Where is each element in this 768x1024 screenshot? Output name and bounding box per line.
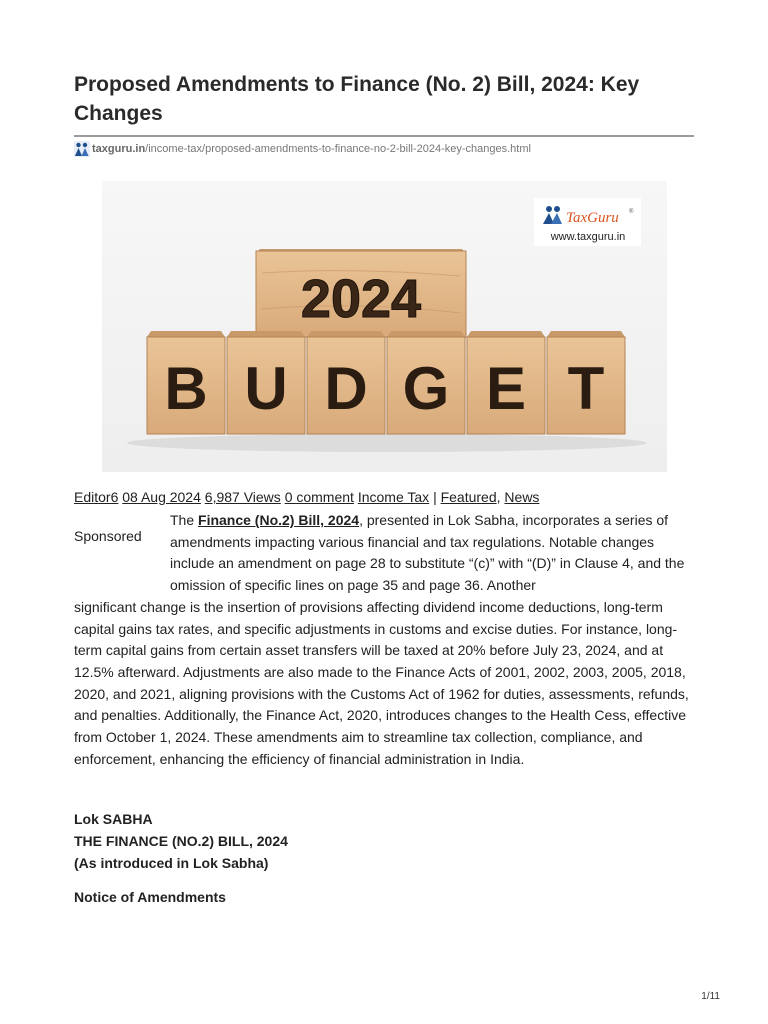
letter-block-top: [387, 331, 465, 337]
bill-heading-note: (As introduced in Lok Sabha): [74, 855, 269, 871]
letter-block-top: [147, 331, 225, 337]
bill-heading-title: THE FINANCE (NO.2) BILL, 2024: [74, 833, 288, 849]
article-title: Proposed Amendments to Finance (No. 2) Bill, 2024: Key Changes: [74, 73, 640, 125]
letter-block-top: [467, 331, 545, 337]
page-number: 1/11: [701, 991, 720, 1002]
intro-lead: The: [170, 512, 199, 528]
letter-block-glyph: D: [324, 355, 368, 422]
letter-block-glyph: E: [485, 355, 527, 422]
letter-block-glyph: T: [567, 355, 605, 422]
bill-heading: [74, 808, 288, 874]
meta-separator: |: [433, 489, 437, 505]
logo-registered-mark: ®: [629, 209, 634, 215]
letter-block-top: [547, 331, 625, 337]
finance-bill-link[interactable]: Finance (No.2) Bill, 2024: [198, 512, 360, 528]
title-divider: [74, 135, 694, 137]
sponsored-label: Sponsored: [74, 528, 142, 544]
letter-block-glyph: U: [244, 355, 288, 422]
taxguru-favicon-icon: [74, 141, 90, 157]
category-link-income-tax[interactable]: Income Tax: [357, 489, 430, 505]
source-url[interactable]: [74, 141, 531, 157]
source-path: /income-tax/proposed-amendments-to-finance-no-2-bill-2024-key-changes.html: [145, 143, 531, 155]
article-body: [74, 510, 694, 770]
bill-heading-house: Lok SABHA: [74, 811, 153, 827]
letter-block-top: [227, 331, 305, 337]
taxguru-logo: [534, 198, 641, 246]
notice-heading: Notice of Amendments: [74, 889, 226, 905]
letter-block-glyph: G: [402, 355, 450, 422]
category-link-featured[interactable]: Featured: [440, 489, 497, 505]
logo-wordmark: TaxGuru: [566, 210, 619, 226]
comments-link[interactable]: 0 comment: [284, 489, 354, 505]
views-link[interactable]: 6,987 Views: [204, 489, 281, 505]
budget-2024-hero-image: [102, 181, 667, 472]
letter-block-top: [307, 331, 385, 337]
article-meta: [74, 489, 539, 505]
intro-text: , presented in Lok Sabha, incorporates a series of amendments impacting various financial and tax regulations. Notable changes include an amendment on page 28 to substitute “(c)” with “(D)” in Clause 4, and the omission of specific lines on page 35 and page 36. Another: [170, 512, 685, 594]
year-block: [256, 249, 466, 337]
category-link-news[interactable]: News: [504, 489, 540, 505]
logo-url: www.taxguru.in: [550, 231, 626, 243]
source-domain: taxguru.in: [92, 143, 146, 155]
body-paragraph: significant change is the insertion of provisions affecting dividend income deductions, long-term capital gains tax rates, and specific adjustments in customs and excise duties. For instance, long-term capital gains from certain asset transfers will be taxed at 20% before July 23, 2024, and at 12.5% afterward. Adjustments are also made to the Finance Acts of 2001, 2002, 2003, 2005, 2018, 2020, and 2021, aligning provisions with the Customs Act of 1962 for duties, assessments, refunds, and penalties. Additionally, the Finance Act, 2020, introduces changes to the Health Cess, effective from October 1, 2024. These amendments aim to streamline tax collection, compliance, and enforcement, enhancing the efficiency of financial administration in India.: [74, 598, 689, 767]
date-link[interactable]: 08 Aug 2024: [122, 489, 201, 505]
meta-comma: ,: [496, 489, 501, 505]
year-text: 2024: [300, 269, 422, 329]
intro-paragraph: [170, 510, 694, 597]
letter-block-glyph: B: [164, 355, 208, 422]
author-link[interactable]: Editor6: [74, 489, 119, 505]
